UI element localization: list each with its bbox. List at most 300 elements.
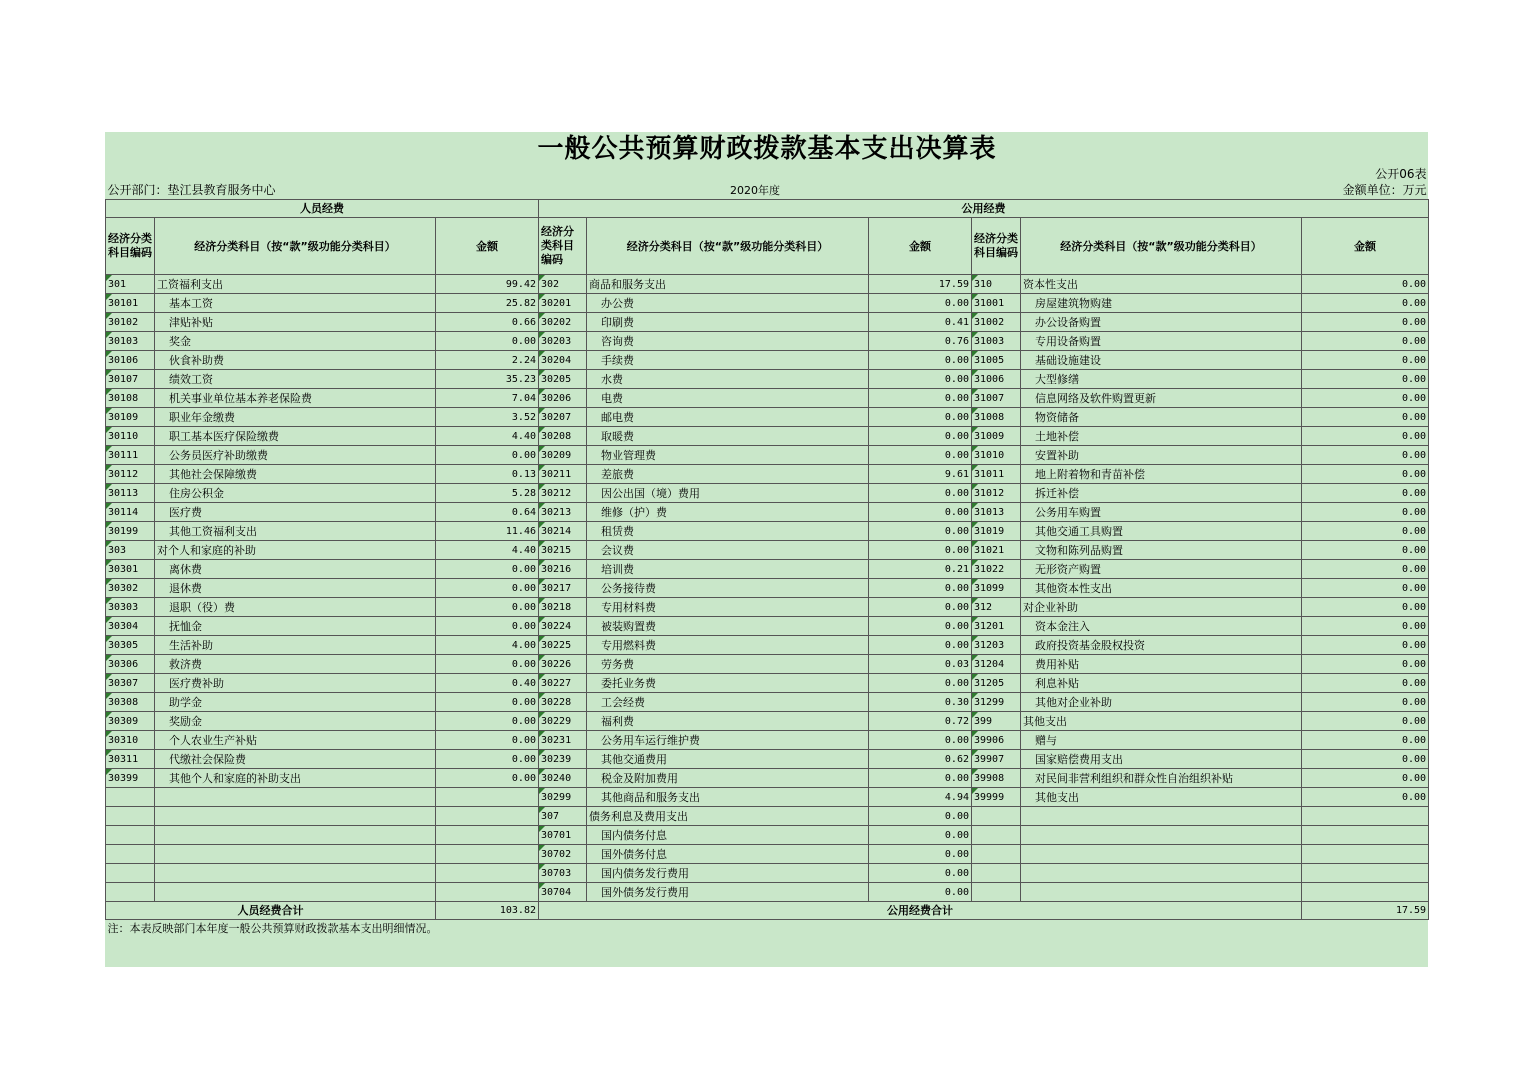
item-name-cell: 手续费 — [587, 351, 869, 370]
item-name-cell: 医疗费补助 — [155, 674, 436, 693]
amount-cell: 0.00 — [436, 560, 539, 579]
item-name-cell — [155, 845, 436, 864]
item-name-cell: 委托业务费 — [587, 674, 869, 693]
amount-cell: 0.00 — [1302, 655, 1429, 674]
amount-cell: 0.00 — [1302, 408, 1429, 427]
item-name-cell: 赠与 — [1021, 731, 1302, 750]
item-name-cell — [155, 826, 436, 845]
item-name-cell: 专用设备购置 — [1021, 332, 1302, 351]
economic-code-cell: 30111 — [106, 446, 155, 465]
amount-cell: 0.00 — [1302, 788, 1429, 807]
footnote: 注：本表反映部门本年度一般公共预算财政拨款基本支出明细情况。 — [107, 921, 438, 935]
item-name-cell — [1021, 845, 1302, 864]
amount-cell: 0.00 — [869, 731, 972, 750]
economic-code-cell: 30305 — [106, 636, 155, 655]
item-name-cell: 职业年金缴费 — [155, 408, 436, 427]
amount-cell: 0.00 — [436, 655, 539, 674]
item-name-cell: 文物和陈列品购置 — [1021, 541, 1302, 560]
table-row — [106, 617, 1429, 636]
table-row — [106, 389, 1429, 408]
economic-code-cell: 31003 — [972, 332, 1021, 351]
amount-cell: 2.24 — [436, 351, 539, 370]
item-name-cell: 培训费 — [587, 560, 869, 579]
economic-code-cell: 31299 — [972, 693, 1021, 712]
amount-cell: 0.00 — [1302, 522, 1429, 541]
item-name-cell: 其他社会保障缴费 — [155, 465, 436, 484]
economic-code-cell: 39906 — [972, 731, 1021, 750]
item-name-cell: 基础设施建设 — [1021, 351, 1302, 370]
item-name-cell: 其他工资福利支出 — [155, 522, 436, 541]
amount-cell: 0.00 — [436, 598, 539, 617]
economic-code-cell: 31006 — [972, 370, 1021, 389]
amount-cell: 0.00 — [869, 883, 972, 902]
economic-code-cell: 31021 — [972, 541, 1021, 560]
economic-code-cell: 39908 — [972, 769, 1021, 788]
amount-cell: 0.00 — [1302, 370, 1429, 389]
economic-code-cell: 31009 — [972, 427, 1021, 446]
item-name-cell: 大型修缮 — [1021, 370, 1302, 389]
amount-cell: 3.52 — [436, 408, 539, 427]
economic-code-cell: 30208 — [539, 427, 587, 446]
amount-cell: 0.00 — [1302, 465, 1429, 484]
department-label: 公开部门：垫江县教育服务中心 — [107, 183, 276, 197]
item-name-cell — [155, 807, 436, 826]
item-name-cell: 福利费 — [587, 712, 869, 731]
amount-cell: 0.64 — [436, 503, 539, 522]
amount-cell: 0.00 — [436, 332, 539, 351]
economic-code-cell: 30311 — [106, 750, 155, 769]
economic-code-cell: 30212 — [539, 484, 587, 503]
economic-code-cell: 30702 — [539, 845, 587, 864]
item-name-cell: 工资福利支出 — [155, 275, 436, 294]
amount-cell: 0.00 — [1302, 712, 1429, 731]
amount-cell: 0.00 — [1302, 731, 1429, 750]
amount-cell: 0.00 — [1302, 617, 1429, 636]
item-name-cell: 代缴社会保险费 — [155, 750, 436, 769]
economic-code-cell — [972, 864, 1021, 883]
item-name-cell: 津贴补贴 — [155, 313, 436, 332]
item-name-cell: 个人农业生产补贴 — [155, 731, 436, 750]
amount-cell: 0.00 — [869, 769, 972, 788]
header-code: 经济分类科目编码 — [972, 218, 1021, 275]
report-sheet — [105, 132, 1428, 967]
economic-code-cell: 30240 — [539, 769, 587, 788]
amount-cell: 0.00 — [869, 541, 972, 560]
amount-cell — [436, 807, 539, 826]
table-row — [106, 579, 1429, 598]
item-name-cell: 商品和服务支出 — [587, 275, 869, 294]
amount-cell: 0.00 — [436, 579, 539, 598]
economic-code-cell: 30225 — [539, 636, 587, 655]
item-name-cell: 抚恤金 — [155, 617, 436, 636]
item-name-cell: 印刷费 — [587, 313, 869, 332]
amount-cell: 0.00 — [1302, 294, 1429, 313]
economic-code-cell: 30203 — [539, 332, 587, 351]
amount-cell: 0.00 — [436, 750, 539, 769]
economic-code-cell: 30303 — [106, 598, 155, 617]
header-amount: 金额 — [436, 218, 539, 275]
item-name-cell: 绩效工资 — [155, 370, 436, 389]
amount-cell: 25.82 — [436, 294, 539, 313]
amount-cell: 0.00 — [1302, 332, 1429, 351]
amount-cell: 4.40 — [436, 541, 539, 560]
economic-code-cell: 30215 — [539, 541, 587, 560]
amount-cell: 0.00 — [1302, 503, 1429, 522]
economic-code-cell: 30101 — [106, 294, 155, 313]
economic-code-cell: 30114 — [106, 503, 155, 522]
item-name-cell: 退休费 — [155, 579, 436, 598]
item-name-cell: 维修（护）费 — [587, 503, 869, 522]
unit-label: 金额单位：万元 — [1342, 183, 1427, 197]
item-name-cell: 奖金 — [155, 332, 436, 351]
economic-code-cell: 31008 — [972, 408, 1021, 427]
item-name-cell: 救济费 — [155, 655, 436, 674]
economic-code-cell: 30217 — [539, 579, 587, 598]
amount-cell: 5.28 — [436, 484, 539, 503]
item-name-cell: 资本金注入 — [1021, 617, 1302, 636]
table-row — [106, 674, 1429, 693]
total-personnel-value: 103.82 — [436, 902, 539, 920]
header-name: 经济分类科目（按“款”级功能分类科目） — [155, 218, 436, 275]
economic-code-cell: 30304 — [106, 617, 155, 636]
amount-cell: 0.00 — [869, 446, 972, 465]
item-name-cell: 退职（役）费 — [155, 598, 436, 617]
item-name-cell: 其他资本性支出 — [1021, 579, 1302, 598]
economic-code-cell: 31205 — [972, 674, 1021, 693]
amount-cell: 0.13 — [436, 465, 539, 484]
item-name-cell: 住房公积金 — [155, 484, 436, 503]
economic-code-cell: 30103 — [106, 332, 155, 351]
amount-cell — [436, 864, 539, 883]
economic-code-cell: 30201 — [539, 294, 587, 313]
economic-code-cell: 31019 — [972, 522, 1021, 541]
item-name-cell — [1021, 826, 1302, 845]
item-name-cell: 助学金 — [155, 693, 436, 712]
amount-cell: 0.72 — [869, 712, 972, 731]
table-row — [106, 275, 1429, 294]
table-row — [106, 864, 1429, 883]
table-row — [106, 370, 1429, 389]
item-name-cell: 其他对企业补助 — [1021, 693, 1302, 712]
amount-cell: 4.00 — [436, 636, 539, 655]
amount-cell: 0.00 — [869, 408, 972, 427]
amount-cell: 0.00 — [869, 826, 972, 845]
amount-cell: 0.76 — [869, 332, 972, 351]
economic-code-cell: 31005 — [972, 351, 1021, 370]
amount-cell: 7.04 — [436, 389, 539, 408]
item-name-cell: 办公费 — [587, 294, 869, 313]
amount-cell: 0.00 — [869, 845, 972, 864]
amount-cell: 0.00 — [869, 294, 972, 313]
economic-code-cell: 30106 — [106, 351, 155, 370]
item-name-cell: 房屋建筑物购建 — [1021, 294, 1302, 313]
amount-cell: 0.00 — [869, 807, 972, 826]
total-public-label: 公用经费合计 — [539, 902, 1302, 920]
table-row — [106, 636, 1429, 655]
item-name-cell: 其他商品和服务支出 — [587, 788, 869, 807]
amount-cell: 0.00 — [1302, 636, 1429, 655]
economic-code-cell: 30701 — [539, 826, 587, 845]
amount-cell: 0.41 — [869, 313, 972, 332]
item-name-cell: 税金及附加费用 — [587, 769, 869, 788]
table-row — [106, 313, 1429, 332]
amount-cell — [436, 845, 539, 864]
economic-code-cell: 30112 — [106, 465, 155, 484]
economic-code-cell: 30209 — [539, 446, 587, 465]
item-name-cell — [155, 864, 436, 883]
item-name-cell: 会议费 — [587, 541, 869, 560]
economic-code-cell: 301 — [106, 275, 155, 294]
table-row — [106, 351, 1429, 370]
amount-cell: 0.00 — [869, 864, 972, 883]
economic-code-cell: 30205 — [539, 370, 587, 389]
amount-cell: 0.00 — [1302, 389, 1429, 408]
amount-cell: 0.00 — [869, 579, 972, 598]
item-name-cell: 差旅费 — [587, 465, 869, 484]
table-row — [106, 845, 1429, 864]
amount-cell: 0.00 — [869, 617, 972, 636]
table-row — [106, 655, 1429, 674]
item-name-cell: 邮电费 — [587, 408, 869, 427]
economic-code-cell: 30229 — [539, 712, 587, 731]
header-amount: 金额 — [1302, 218, 1429, 275]
table-row — [106, 769, 1429, 788]
amount-cell: 4.40 — [436, 427, 539, 446]
amount-cell: 0.66 — [436, 313, 539, 332]
economic-code-cell: 31011 — [972, 465, 1021, 484]
year-label: 2020年度 — [730, 184, 780, 197]
item-name-cell: 取暖费 — [587, 427, 869, 446]
economic-code-cell: 30299 — [539, 788, 587, 807]
economic-code-cell — [106, 883, 155, 902]
item-name-cell: 其他支出 — [1021, 712, 1302, 731]
amount-cell: 0.00 — [436, 712, 539, 731]
item-name-cell: 职工基本医疗保险缴费 — [155, 427, 436, 446]
amount-cell: 0.00 — [1302, 313, 1429, 332]
amount-cell: 17.59 — [869, 275, 972, 294]
amount-cell — [1302, 864, 1429, 883]
economic-code-cell — [972, 883, 1021, 902]
item-name-cell: 其他交通工具购置 — [1021, 522, 1302, 541]
item-name-cell — [155, 883, 436, 902]
item-name-cell: 国内债务发行费用 — [587, 864, 869, 883]
item-name-cell: 水费 — [587, 370, 869, 389]
item-name-cell: 伙食补助费 — [155, 351, 436, 370]
amount-cell: 0.00 — [1302, 351, 1429, 370]
item-name-cell: 地上附着物和青苗补偿 — [1021, 465, 1302, 484]
item-name-cell: 对民间非营利组织和群众性自治组织补贴 — [1021, 769, 1302, 788]
table-row — [106, 560, 1429, 579]
amount-cell: 0.21 — [869, 560, 972, 579]
table-id: 公开06表 — [1375, 166, 1427, 181]
economic-code-cell — [106, 845, 155, 864]
economic-code-cell: 30211 — [539, 465, 587, 484]
economic-code-cell: 30226 — [539, 655, 587, 674]
item-name-cell — [155, 788, 436, 807]
item-name-cell: 租赁费 — [587, 522, 869, 541]
amount-cell — [436, 826, 539, 845]
table-row — [106, 826, 1429, 845]
amount-cell: 0.40 — [436, 674, 539, 693]
amount-cell — [1302, 826, 1429, 845]
economic-code-cell: 30109 — [106, 408, 155, 427]
economic-code-cell: 30206 — [539, 389, 587, 408]
table-row — [106, 408, 1429, 427]
item-name-cell: 利息补贴 — [1021, 674, 1302, 693]
economic-code-cell: 30102 — [106, 313, 155, 332]
amount-cell: 0.00 — [869, 427, 972, 446]
item-name-cell: 电费 — [587, 389, 869, 408]
table-row — [106, 484, 1429, 503]
economic-code-cell — [106, 788, 155, 807]
economic-code-cell — [972, 845, 1021, 864]
economic-code-cell: 30213 — [539, 503, 587, 522]
amount-cell: 0.00 — [436, 693, 539, 712]
economic-code-cell: 30218 — [539, 598, 587, 617]
item-name-cell: 离休费 — [155, 560, 436, 579]
economic-code-cell: 30202 — [539, 313, 587, 332]
economic-code-cell: 30214 — [539, 522, 587, 541]
item-name-cell: 债务利息及费用支出 — [587, 807, 869, 826]
table-row — [106, 883, 1429, 902]
table-row — [106, 522, 1429, 541]
item-name-cell: 国外债务付息 — [587, 845, 869, 864]
amount-cell: 0.00 — [1302, 674, 1429, 693]
amount-cell: 0.00 — [1302, 446, 1429, 465]
item-name-cell: 其他个人和家庭的补助支出 — [155, 769, 436, 788]
header-code: 经济分类科目编码 — [106, 218, 155, 275]
economic-code-cell: 30399 — [106, 769, 155, 788]
table-row — [106, 731, 1429, 750]
item-name-cell — [1021, 807, 1302, 826]
item-name-cell: 对企业补助 — [1021, 598, 1302, 617]
item-name-cell: 公务用车运行维护费 — [587, 731, 869, 750]
item-name-cell: 专用燃料费 — [587, 636, 869, 655]
item-name-cell: 其他支出 — [1021, 788, 1302, 807]
item-name-cell: 劳务费 — [587, 655, 869, 674]
amount-cell: 35.23 — [436, 370, 539, 389]
amount-cell: 0.00 — [436, 617, 539, 636]
table-row — [106, 750, 1429, 769]
amount-cell — [1302, 845, 1429, 864]
economic-code-cell — [972, 807, 1021, 826]
economic-code-cell: 30228 — [539, 693, 587, 712]
item-name-cell: 奖励金 — [155, 712, 436, 731]
economic-code-cell: 31010 — [972, 446, 1021, 465]
amount-cell: 0.00 — [1302, 769, 1429, 788]
amount-cell: 0.00 — [869, 522, 972, 541]
item-name-cell: 医疗费 — [155, 503, 436, 522]
amount-cell: 0.00 — [1302, 560, 1429, 579]
economic-code-cell: 30107 — [106, 370, 155, 389]
amount-cell: 0.00 — [869, 351, 972, 370]
economic-code-cell: 30231 — [539, 731, 587, 750]
economic-code-cell — [972, 826, 1021, 845]
table-row — [106, 541, 1429, 560]
item-name-cell: 基本工资 — [155, 294, 436, 313]
economic-code-cell: 399 — [972, 712, 1021, 731]
economic-code-cell: 31007 — [972, 389, 1021, 408]
item-name-cell: 费用补贴 — [1021, 655, 1302, 674]
amount-cell: 11.46 — [436, 522, 539, 541]
amount-cell: 0.00 — [869, 389, 972, 408]
economic-code-cell: 30199 — [106, 522, 155, 541]
table-row — [106, 427, 1429, 446]
economic-code-cell: 30227 — [539, 674, 587, 693]
economic-code-cell: 302 — [539, 275, 587, 294]
economic-code-cell: 31012 — [972, 484, 1021, 503]
item-name-cell: 因公出国（境）费用 — [587, 484, 869, 503]
economic-code-cell: 39999 — [972, 788, 1021, 807]
table-row — [106, 788, 1429, 807]
item-name-cell: 土地补偿 — [1021, 427, 1302, 446]
item-name-cell: 无形资产购置 — [1021, 560, 1302, 579]
item-name-cell: 信息网络及软件购置更新 — [1021, 389, 1302, 408]
item-name-cell — [1021, 883, 1302, 902]
item-name-cell: 公务员医疗补助缴费 — [155, 446, 436, 465]
economic-code-cell: 30302 — [106, 579, 155, 598]
item-name-cell: 物资储备 — [1021, 408, 1302, 427]
amount-cell: 0.00 — [869, 484, 972, 503]
amount-cell: 0.00 — [436, 446, 539, 465]
amount-cell: 0.00 — [869, 370, 972, 389]
economic-code-cell — [106, 807, 155, 826]
amount-cell: 0.00 — [1302, 598, 1429, 617]
economic-code-cell: 30239 — [539, 750, 587, 769]
amount-cell: 0.00 — [1302, 541, 1429, 560]
economic-code-cell: 31203 — [972, 636, 1021, 655]
item-name-cell: 公务用车购置 — [1021, 503, 1302, 522]
economic-code-cell: 30309 — [106, 712, 155, 731]
amount-cell: 0.00 — [1302, 484, 1429, 503]
economic-code-cell: 31204 — [972, 655, 1021, 674]
economic-code-cell: 307 — [539, 807, 587, 826]
amount-cell: 0.00 — [869, 503, 972, 522]
amount-cell: 0.00 — [436, 731, 539, 750]
amount-cell: 0.62 — [869, 750, 972, 769]
economic-code-cell: 30703 — [539, 864, 587, 883]
item-name-cell: 办公设备购置 — [1021, 313, 1302, 332]
header-code: 经济分类科目编码 — [539, 218, 587, 275]
economic-code-cell: 30704 — [539, 883, 587, 902]
table-row — [106, 503, 1429, 522]
table-row — [106, 294, 1429, 313]
economic-code-cell: 39907 — [972, 750, 1021, 769]
table-row — [106, 332, 1429, 351]
amount-cell: 0.03 — [869, 655, 972, 674]
amount-cell — [1302, 883, 1429, 902]
economic-code-cell: 30110 — [106, 427, 155, 446]
header-amount: 金额 — [869, 218, 972, 275]
item-name-cell: 拆迁补偿 — [1021, 484, 1302, 503]
economic-code-cell: 31201 — [972, 617, 1021, 636]
item-name-cell: 工会经费 — [587, 693, 869, 712]
header-name: 经济分类科目（按“款”级功能分类科目） — [587, 218, 869, 275]
amount-cell: 4.94 — [869, 788, 972, 807]
economic-code-cell: 31022 — [972, 560, 1021, 579]
total-public-value: 17.59 — [1302, 902, 1429, 920]
item-name-cell: 资本性支出 — [1021, 275, 1302, 294]
item-name-cell: 公务接待费 — [587, 579, 869, 598]
economic-code-cell: 30310 — [106, 731, 155, 750]
economic-code-cell: 30216 — [539, 560, 587, 579]
section-personnel: 人员经费 — [106, 200, 539, 218]
item-name-cell: 对个人和家庭的补助 — [155, 541, 436, 560]
economic-code-cell: 30108 — [106, 389, 155, 408]
header-name: 经济分类科目（按“款”级功能分类科目） — [1021, 218, 1302, 275]
item-name-cell: 其他交通费用 — [587, 750, 869, 769]
table-row — [106, 598, 1429, 617]
